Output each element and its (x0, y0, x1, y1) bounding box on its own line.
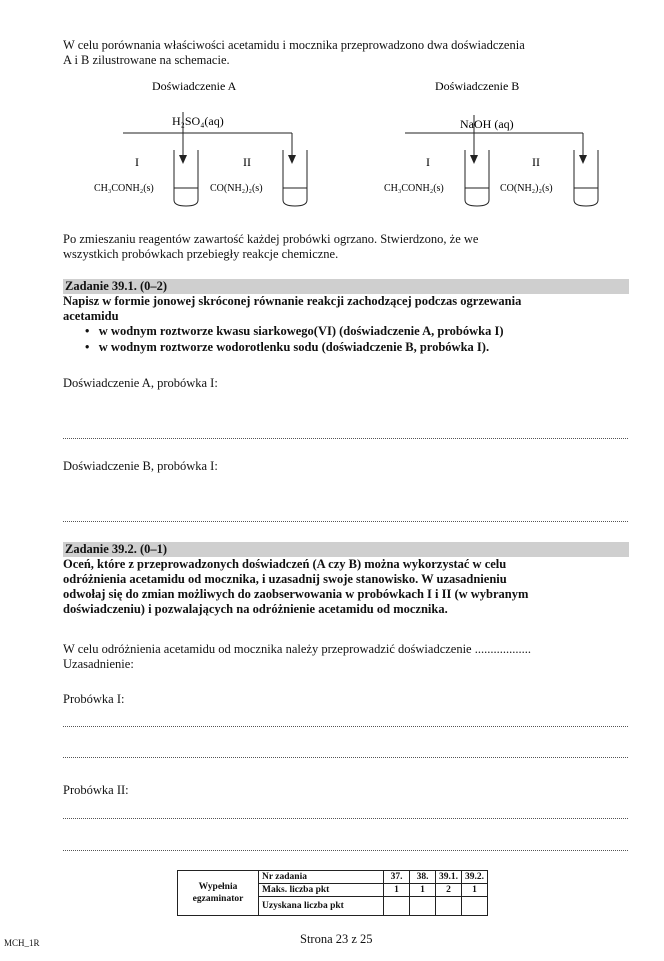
task-39-2-answer-line[interactable]: W celu odróżnienia acetamidu od mocznika należy przeprowadzić doświadczenie .................. (63, 642, 531, 656)
experiment-diagram (0, 70, 664, 220)
task-39-2-header: Zadanie 39.2. (0–1) (63, 542, 629, 557)
row-task-number-label: Nr zadania (259, 871, 384, 884)
after-line-1: Po zmieszaniu reagentów zawartość każdej probówki ogrzano. Stwierdzono, że we (63, 232, 479, 246)
row-max-points-label: Maks. liczba pkt (259, 884, 384, 897)
obtained-points-cell[interactable] (410, 897, 436, 916)
exam-code: MCH_1R (4, 938, 40, 948)
after-line-2: wszystkich probówkach przebiegły reakcje chemiczne. (63, 247, 339, 261)
examiner-label: Wypełnia egzaminator (178, 871, 259, 916)
exp-a-arrow-2 (288, 155, 296, 164)
exp-a-tube-2-label: II (243, 155, 251, 169)
exp-b-title: Doświadczenie B (435, 79, 520, 93)
task-number-cell: 39.1. (436, 871, 462, 884)
task-number-cell: 37. (384, 871, 410, 884)
bullet-icon: • (85, 324, 99, 338)
obtained-points-cell[interactable] (436, 897, 462, 916)
page-number: Strona 23 z 25 (300, 932, 373, 946)
probowka-2-line-1[interactable] (63, 808, 628, 819)
task-39-2-answer (63, 642, 629, 672)
task-39-2-instr-line-2: odróżnienia acetamidu od mocznika, i uzasadnij swoje stanowisko. W uzasadnieniu (63, 572, 507, 586)
after-text (63, 232, 629, 262)
answer-label-exp-a: Doświadczenie A, probówka I: (63, 376, 218, 390)
answer-label-exp-b: Doświadczenie B, probówka I: (63, 459, 218, 473)
exp-a-reagent: H₂SO₄(aq) (172, 114, 224, 128)
task-39-1-header: Zadanie 39.1. (0–2) (63, 279, 629, 294)
exp-a-tube-1 (174, 150, 198, 206)
exp-b-tube-1-label: I (426, 155, 430, 169)
task-39-2-instr-line-4: doświadczeniu) i pozwalających na odróżnienie acetamidu od mocznika. (63, 602, 448, 616)
obtained-points-cell[interactable] (384, 897, 410, 916)
task-39-1-instructions (63, 294, 629, 324)
exp-a-arrow-1 (179, 155, 187, 164)
exp-a-tube-2-content: CO(NH₂)₂(s) (210, 183, 263, 194)
row-obtained-points-label: Uzyskana liczba pkt (259, 897, 384, 916)
intro-line-2: A i B zilustrowane na schemacie. (63, 53, 230, 67)
max-points-cell: 1 (410, 884, 436, 897)
probowka-1-line-1[interactable] (63, 716, 628, 727)
bullet-icon: • (85, 340, 99, 354)
task-number-cell: 39.2. (462, 871, 488, 884)
max-points-cell: 2 (436, 884, 462, 897)
exp-a-title: Doświadczenie A (152, 79, 237, 93)
exp-a-tube-1-content: CH₃CONH₂(s) (94, 183, 154, 194)
answer-line-exp-a[interactable] (63, 428, 628, 439)
exp-b-tube-1-content: CH₃CONH₂(s) (384, 183, 444, 194)
score-table (177, 870, 488, 916)
task-39-1-bullet-1: • w wodnym roztworze kwasu siarkowego(VI) (doświadczenie A, probówka I) (85, 324, 504, 338)
task-number-cell: 38. (410, 871, 436, 884)
exp-b-tube-2 (574, 150, 598, 206)
task-39-2-instr-line-1: Oceń, które z przeprowadzonych doświadczeń (A czy B) można wykorzystać w celu (63, 557, 507, 571)
exp-b-arrow-1 (470, 155, 478, 164)
probowka-2-label: Probówka II: (63, 783, 129, 797)
exp-b-reagent: NaOH (aq) (460, 117, 514, 131)
task-39-1-instr-line-2: acetamidu (63, 309, 119, 323)
task-39-1-instr-line-1: Napisz w formie jonowej skróconej równanie reakcji zachodzącej podczas ogrzewania (63, 294, 522, 308)
task-39-2-instructions (63, 557, 629, 617)
exp-a-tube-2 (283, 150, 307, 206)
task-39-2-justification-label: Uzasadnienie: (63, 657, 134, 671)
max-points-cell: 1 (462, 884, 488, 897)
intro-line-1: W celu porównania właściwości acetamidu i mocznika przeprowadzono dwa doświadczenia (63, 38, 525, 52)
exp-a-tube-1-label: I (135, 155, 139, 169)
obtained-points-cell[interactable] (462, 897, 488, 916)
intro-text (63, 38, 629, 68)
probowka-1-line-2[interactable] (63, 747, 628, 758)
task-39-2-instr-line-3: odwołaj się do zmian możliwych do zaobserwowania w probówkach I i II (w wybranym (63, 587, 529, 601)
max-points-cell: 1 (384, 884, 410, 897)
answer-line-exp-b[interactable] (63, 511, 628, 522)
exp-b-tube-1 (465, 150, 489, 206)
probowka-2-line-2[interactable] (63, 840, 628, 851)
probowka-1-label: Probówka I: (63, 692, 125, 706)
exp-b-tube-2-content: CO(NH₂)₂(s) (500, 183, 553, 194)
task-39-1-bullet-2: • w wodnym roztworze wodorotlenku sodu (doświadczenie B, probówka I). (85, 340, 490, 354)
exp-b-tube-2-label: II (532, 155, 540, 169)
exp-b-arrow-2 (579, 155, 587, 164)
